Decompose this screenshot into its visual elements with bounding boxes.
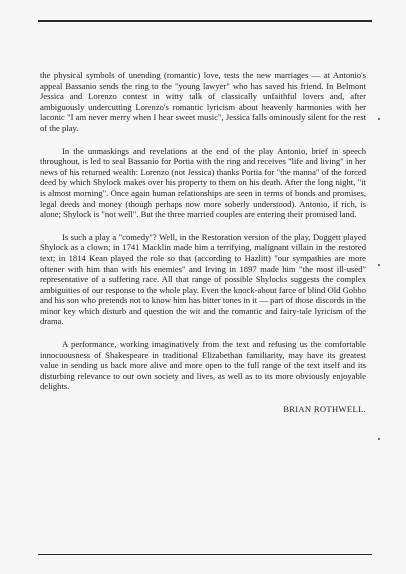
top-rule	[38, 20, 372, 22]
paragraph-1: the physical symbols of unending (romantic) love, tests the new marriages — at Antonio's appeal Bassanio sends the ring to the "young lawyer" who has saved his friend. In Belmont Jessica and Lorenzo contest in witty talk of classically unfaithful lovers and, after ambiguously undercutting Lorenzo's romantic lyricism about heavenly harmonies with her laconic "I am never merry when I hear sweet music", Jessica falls ominously silent for the rest of the play.	[40, 70, 366, 133]
margin-speck	[378, 264, 380, 266]
bottom-rule	[38, 554, 372, 555]
paragraph-4: A performance, working imaginatively from the text and refusing us the comfortable innocuousness of Shakespeare in traditional Elizabethan familiarity, may have its greatest value in sending us back more alive and more open to the full range of the text itself and its disturbing relevance to our own society and lives, as well as to its more obviously enjoyable delights.	[40, 339, 366, 392]
margin-speck	[378, 118, 380, 120]
author-signature: BRIAN ROTHWELL.	[283, 404, 366, 415]
paragraph-3: Is such a play a "comedy"? Well, in the Restoration version of the play, Doggett played Shylock as a clown; in 1741 Macklin made him a terrifying, malignant villain in the restored text; in 1814 Kean played the role so that (according to Hazlitt) "our sympathies are more oftener with him than with his enemies" and Irving in 1897 made him "the most ill-used" representative of a suffering race. All that range of possible Shylocks suggests the complex ambiguities of our response to the whole play. Even the knock-about farce of blind Old Gobbo and his son who pretends not to know him has bitter tones in it — part of those discords in the minor key which disturb and question the wit and the romantic and fairy-tale lyricism of the drama.	[40, 231, 366, 327]
paragraph-2: In the unmaskings and revelations at the end of the play Antonio, brief in speech throughout, is led to seal Bassanio for Portia with the ring and receives "life and living" in her news of his returned wealth: Lorenzo (not Jessica) thanks Portia for "the manna" of the forced deed by which Shylock makes over his property to them on his death. After the long night, "it is almost morning". Once again human relationships are seen in terms of bonds and promises, legal deeds and money (though perhaps now more soberly understood). Antonio, if rich, is alone; Shylock is "not well". But the three married couples are entering their promised land.	[40, 145, 366, 220]
article-body	[40, 70, 366, 415]
margin-speck	[378, 438, 380, 440]
